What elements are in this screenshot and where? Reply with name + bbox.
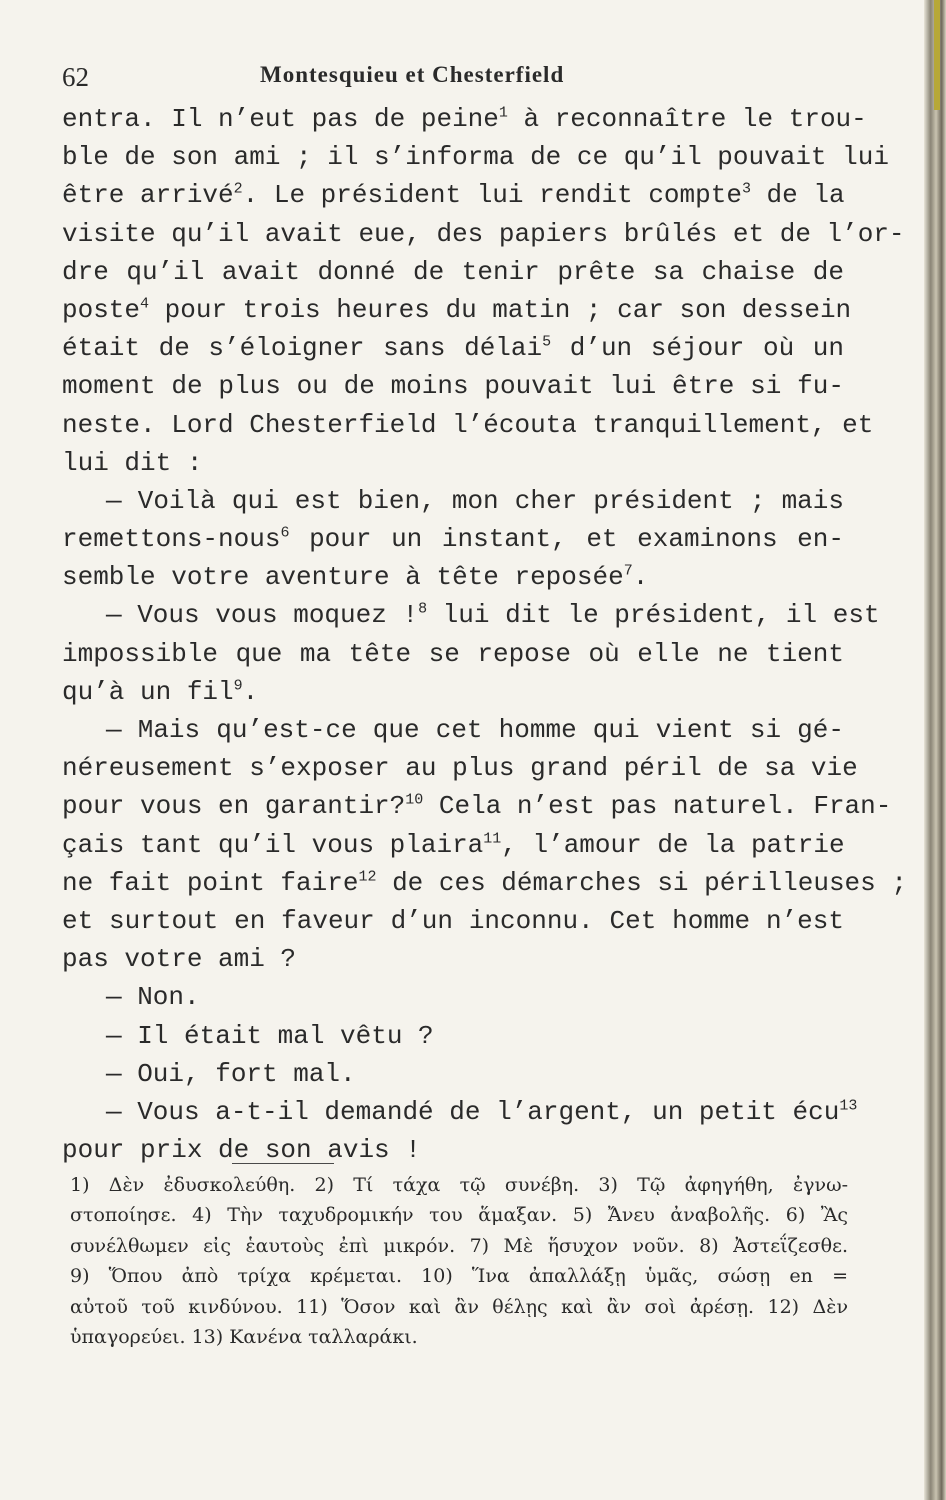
text-segment: lui dit le président, il est: [427, 600, 880, 631]
text-segment: ne fait point faire: [62, 867, 359, 898]
text-segment: visite qu’il avait eue, des papiers brûlés et de l’or-: [62, 218, 905, 249]
text-line: [62, 176, 844, 214]
text-segment: lui dit :: [62, 447, 203, 478]
text-segment: .: [242, 676, 259, 707]
footnote-ref: 10: [405, 791, 424, 809]
footnote-ref: 13: [839, 1097, 858, 1115]
footnote-ref: 12: [358, 868, 377, 886]
text-line: [62, 1017, 844, 1055]
text-line: [62, 826, 844, 864]
text-line: [62, 138, 889, 176]
text-segment: — Vous a-t-il demandé de l’argent, un petit écu: [106, 1096, 840, 1127]
footnote-ref: 2: [233, 180, 243, 198]
text-segment: remettons-nous: [62, 524, 281, 555]
text-segment: dre qu’il avait donné de tenir prête sa chaise de: [62, 256, 844, 287]
text-segment: pour un instant, et examinons en-: [289, 524, 844, 555]
footnote-ref: 7: [623, 562, 633, 580]
footnotes: [70, 1170, 848, 1352]
footnote-ref: 6: [280, 524, 290, 542]
text-line: [62, 787, 892, 825]
text-segment: pour prix de son avis !: [62, 1135, 421, 1166]
footnote-ref: 3: [741, 180, 751, 198]
footnote-line: ὑπαγορεύει. 13) Κανένα ταλλαράκι.: [70, 1325, 418, 1348]
text-line: [62, 291, 852, 329]
text-line: [62, 1093, 858, 1131]
text-segment: de la: [750, 180, 845, 211]
text-segment: — Non.: [106, 982, 200, 1013]
text-line: [62, 482, 844, 520]
text-line: [62, 100, 867, 138]
text-segment: impossible que ma tête se repose où elle ne tient: [62, 638, 844, 669]
text-line: [62, 635, 844, 673]
text-line: [62, 253, 844, 291]
text-segment: çais tant qu’il vous plaira: [62, 829, 484, 860]
text-segment: .: [632, 562, 649, 593]
footnote-line: αὐτοῦ τοῦ κινδύνου. 11) Ὅσον καὶ ἂν θέλῃς καὶ ἂν σοὶ ἀρέσῃ. 12) Δὲν: [70, 1295, 848, 1318]
text-line: [62, 864, 907, 902]
text-segment: pour vous en garantir?: [62, 791, 406, 822]
text-line: [62, 329, 844, 367]
text-line: [62, 711, 844, 749]
text-line: [62, 940, 844, 978]
text-segment: — Mais qu’est-ce que cet homme qui vient si gé-: [106, 715, 844, 745]
text-segment: — Voilà qui est bien, mon cher président ; mais: [106, 485, 844, 516]
text-line: [62, 367, 844, 405]
text-line: [62, 673, 844, 711]
text-segment: pas votre ami ?: [62, 944, 297, 975]
text-segment: qu’à un fil: [62, 676, 234, 707]
text-segment: ble de son ami ; il s’informa de ce qu’il pouvait lui: [62, 142, 889, 173]
text-segment: pour trois heures du matin ; car son dessein: [149, 294, 852, 325]
text-line: [62, 558, 844, 596]
text-segment: . Le président lui rendit compte: [242, 180, 742, 211]
footnote-ref: 1: [498, 104, 508, 122]
footnote-line: 1) Δὲν ἐδυσκολεύθη. 2) Τί τάχα τῷ συνέβη. 3) Τῷ ἀφηγήθη, ἐγνω-: [70, 1174, 848, 1196]
text-segment: , l’amour de la patrie: [501, 829, 845, 860]
text-segment: semble votre aventure à tête reposée: [62, 562, 624, 593]
page-header: [62, 62, 842, 98]
text-line: [62, 902, 844, 940]
text-line: [62, 520, 844, 558]
page-edge-shadow: [924, 0, 946, 1500]
text-segment: et surtout en faveur d’un inconnu. Cet homme n’est: [62, 905, 844, 936]
text-segment: était de s’éloigner sans délai: [62, 333, 543, 364]
text-line: [62, 406, 874, 444]
text-segment: neste. Lord Chesterfield l’écouta tranquillement, et: [62, 409, 874, 440]
footnote-line: στοποίησε. 4) Τὴν ταχυδρομικήν του ἅμαξαν. 5) Ἄνευ ἀναβολῆς. 6) Ἂς: [70, 1204, 848, 1227]
text-line: [62, 1131, 844, 1169]
footnote-ref: 4: [140, 295, 150, 313]
text-segment: être arrivé: [62, 180, 234, 211]
text-line: [62, 978, 844, 1016]
text-segment: — Oui, fort mal.: [106, 1058, 356, 1089]
footnote-ref: 9: [233, 677, 243, 695]
text-segment: néreusement s’exposer au plus grand péril de sa vie: [62, 753, 858, 784]
text-line: [62, 749, 858, 787]
text-segment: Cela n’est pas naturel. Fran-: [423, 791, 892, 822]
text-segment: — Il était mal vêtu ?: [106, 1020, 434, 1051]
footnote-separator: [232, 1163, 334, 1164]
footnote-ref: 11: [483, 829, 502, 847]
page-edge-mark: [934, 0, 940, 110]
text-segment: — Vous vous moquez !: [106, 600, 419, 631]
text-segment: de ces démarches si périlleuses ;: [376, 867, 907, 898]
running-title: Montesquieu et Chesterfield: [260, 62, 565, 87]
text-segment: à reconnaître le trou-: [507, 104, 867, 134]
footnote-line: 9) Ὅπου ἀπὸ τρίχα κρέμεται. 10) Ἵνα ἀπαλλάξῃ ὑμᾶς, σώσῃ en =: [70, 1265, 848, 1288]
text-line: [62, 1055, 844, 1093]
text-segment: poste: [62, 294, 141, 325]
main-text: [62, 100, 907, 1169]
text-segment: d’un séjour où un: [551, 333, 844, 364]
text-line: [62, 596, 880, 634]
footnote-line: συνέλθωμεν εἰς ἑαυτοὺς ἐπὶ μικρόν. 7) Μὲ ἥσυχον νοῦν. 8) Ἀστεΐζεσθε.: [70, 1234, 848, 1257]
text-line: [62, 215, 905, 253]
footnote-ref: 5: [542, 333, 552, 351]
text-line: [62, 444, 844, 482]
footnote-ref: 8: [418, 600, 428, 618]
text-segment: entra. Il n’eut pas de peine: [62, 104, 499, 134]
text-segment: moment de plus ou de moins pouvait lui être si fu-: [62, 371, 844, 402]
page-number: 62: [62, 62, 89, 92]
